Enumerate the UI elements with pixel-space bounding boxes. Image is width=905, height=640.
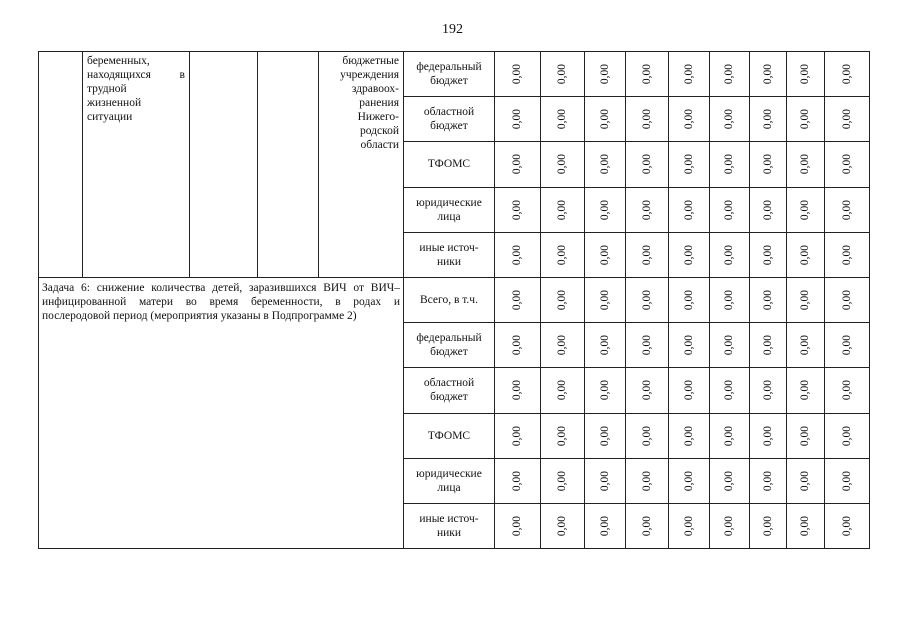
value-text: 0,00 <box>723 244 736 265</box>
value-text: 0,00 <box>723 470 736 491</box>
value-text: 0,00 <box>556 470 569 491</box>
value-cell <box>710 413 750 458</box>
value-cell <box>750 323 787 368</box>
empty-cell <box>190 52 258 278</box>
value-text: 0,00 <box>683 244 695 265</box>
value-cell <box>787 458 825 503</box>
value-cell <box>710 323 750 368</box>
value-cell <box>626 187 669 232</box>
funding-source: юридические лица <box>404 458 495 503</box>
value-cell <box>585 413 626 458</box>
value-cell <box>825 413 870 458</box>
value-cell <box>626 368 669 413</box>
value-cell <box>585 458 626 503</box>
value-text: 0,00 <box>762 199 774 220</box>
value-text: 0,00 <box>556 425 569 446</box>
empty-cell <box>258 52 319 278</box>
value-cell <box>787 187 825 232</box>
value-text: 0,00 <box>641 470 653 491</box>
value-text: 0,00 <box>511 289 524 311</box>
value-text: 0,00 <box>799 289 812 311</box>
value-cell <box>750 232 787 277</box>
value-cell <box>626 277 669 322</box>
executor-cell <box>319 52 404 278</box>
value-text: 0,00 <box>556 289 569 311</box>
value-text: 0,00 <box>556 64 569 85</box>
value-cell <box>825 142 870 187</box>
value-cell <box>495 187 541 232</box>
value-text: 0,00 <box>762 515 774 537</box>
value-cell <box>495 277 541 322</box>
value-cell <box>825 323 870 368</box>
value-text: 0,00 <box>683 289 695 311</box>
value-cell <box>750 97 787 142</box>
value-cell <box>626 413 669 458</box>
funding-source: Всего, в т.ч. <box>404 277 495 322</box>
value-text: 0,00 <box>511 64 524 85</box>
value-cell <box>710 458 750 503</box>
value-text: 0,00 <box>556 515 569 537</box>
value-text: 0,00 <box>762 154 774 175</box>
funding-source: ТФОМС <box>404 413 495 458</box>
value-text: 0,00 <box>683 335 695 356</box>
value-text: 0,00 <box>599 289 611 311</box>
table-row <box>39 52 870 97</box>
value-text: 0,00 <box>599 515 611 537</box>
value-cell <box>495 52 541 97</box>
value-text: 0,00 <box>841 64 853 85</box>
value-text: 0,00 <box>723 154 736 175</box>
measure-text-line: беременных, <box>87 55 150 67</box>
value-cell <box>710 187 750 232</box>
value-cell <box>541 232 585 277</box>
value-text: 0,00 <box>641 154 653 175</box>
value-text: 0,00 <box>762 289 774 311</box>
value-text: 0,00 <box>683 154 695 175</box>
value-cell <box>626 52 669 97</box>
funding-source: юридические лица <box>404 187 495 232</box>
funding-source: иные источ-ники <box>404 503 495 548</box>
value-text: 0,00 <box>556 244 569 265</box>
table-row <box>39 277 870 322</box>
value-text: 0,00 <box>799 109 812 130</box>
value-text: 0,00 <box>511 109 524 130</box>
value-text: 0,00 <box>841 289 853 311</box>
value-cell <box>585 97 626 142</box>
value-cell <box>710 368 750 413</box>
value-text: 0,00 <box>762 109 774 130</box>
value-cell <box>585 52 626 97</box>
value-text: 0,00 <box>841 515 853 537</box>
value-text: 0,00 <box>723 109 736 130</box>
value-cell <box>787 503 825 548</box>
value-cell <box>541 142 585 187</box>
measure-text-line: трудной <box>87 83 127 95</box>
value-text: 0,00 <box>599 244 611 265</box>
value-text: 0,00 <box>841 199 853 220</box>
value-text: 0,00 <box>641 244 653 265</box>
value-cell <box>669 413 710 458</box>
value-text: 0,00 <box>683 425 695 446</box>
measure-text-line: ситуации <box>87 111 133 123</box>
value-cell <box>495 232 541 277</box>
value-text: 0,00 <box>556 109 569 130</box>
value-text: 0,00 <box>723 515 736 537</box>
value-cell <box>825 503 870 548</box>
value-cell <box>750 52 787 97</box>
value-text: 0,00 <box>841 154 853 175</box>
value-text: 0,00 <box>511 154 524 175</box>
value-text: 0,00 <box>511 470 524 491</box>
value-text: 0,00 <box>683 64 695 85</box>
value-text: 0,00 <box>599 64 611 85</box>
value-text: 0,00 <box>799 425 812 446</box>
value-cell <box>541 458 585 503</box>
value-cell <box>750 413 787 458</box>
value-text: 0,00 <box>599 470 611 491</box>
funding-source: федеральный бюджет <box>404 323 495 368</box>
value-cell <box>669 232 710 277</box>
value-cell <box>495 97 541 142</box>
value-cell <box>669 503 710 548</box>
value-text: 0,00 <box>641 199 653 220</box>
value-text: 0,00 <box>599 425 611 446</box>
value-cell <box>787 52 825 97</box>
value-cell <box>585 142 626 187</box>
value-cell <box>495 503 541 548</box>
value-cell <box>825 368 870 413</box>
value-text: 0,00 <box>641 425 653 446</box>
value-cell <box>541 503 585 548</box>
value-cell <box>626 323 669 368</box>
value-cell <box>495 323 541 368</box>
value-text: 0,00 <box>511 515 524 537</box>
value-cell <box>626 503 669 548</box>
value-text: 0,00 <box>556 199 569 220</box>
value-cell <box>825 187 870 232</box>
value-text: 0,00 <box>762 380 774 401</box>
value-text: 0,00 <box>723 289 736 311</box>
value-cell <box>669 52 710 97</box>
value-text: 0,00 <box>641 380 653 401</box>
value-cell <box>626 97 669 142</box>
value-text: 0,00 <box>683 515 695 537</box>
value-cell <box>495 458 541 503</box>
executor-line: Нижего- <box>357 111 399 123</box>
value-cell <box>541 277 585 322</box>
value-cell <box>750 142 787 187</box>
value-text: 0,00 <box>683 109 695 130</box>
value-cell <box>669 368 710 413</box>
value-text: 0,00 <box>556 335 569 356</box>
value-cell <box>787 323 825 368</box>
value-cell <box>825 52 870 97</box>
value-cell <box>787 232 825 277</box>
value-cell <box>710 142 750 187</box>
value-text: 0,00 <box>599 199 611 220</box>
value-cell <box>825 458 870 503</box>
value-text: 0,00 <box>511 335 524 356</box>
value-text: 0,00 <box>723 380 736 401</box>
value-text: 0,00 <box>723 199 736 220</box>
value-text: 0,00 <box>762 64 774 85</box>
value-cell <box>541 413 585 458</box>
value-cell <box>626 142 669 187</box>
value-text: 0,00 <box>841 425 853 446</box>
value-text: 0,00 <box>641 335 653 356</box>
executor-line: учреждения <box>340 69 399 81</box>
value-cell <box>750 503 787 548</box>
executor-line: ранения <box>359 97 399 109</box>
value-text: 0,00 <box>641 109 653 130</box>
value-cell <box>750 458 787 503</box>
value-text: 0,00 <box>762 244 774 265</box>
value-text: 0,00 <box>799 515 812 537</box>
value-text: 0,00 <box>762 425 774 446</box>
value-cell <box>585 232 626 277</box>
funding-source: областной бюджет <box>404 97 495 142</box>
value-text: 0,00 <box>641 64 653 85</box>
value-text: 0,00 <box>841 244 853 265</box>
value-cell <box>710 52 750 97</box>
executor-line: здравоох- <box>351 83 399 95</box>
value-cell <box>585 323 626 368</box>
value-cell <box>825 97 870 142</box>
value-text: 0,00 <box>556 154 569 175</box>
value-cell <box>669 323 710 368</box>
value-cell <box>710 97 750 142</box>
value-cell <box>710 503 750 548</box>
value-cell <box>710 232 750 277</box>
value-cell <box>585 503 626 548</box>
measure-cell <box>83 52 190 278</box>
value-text: 0,00 <box>723 425 736 446</box>
measure-text-line: находящихся в <box>87 69 185 81</box>
value-cell <box>787 413 825 458</box>
value-text: 0,00 <box>799 380 812 401</box>
value-cell <box>669 277 710 322</box>
value-text: 0,00 <box>511 425 524 446</box>
value-cell <box>585 368 626 413</box>
funding-table <box>38 51 870 549</box>
value-cell <box>541 187 585 232</box>
value-cell <box>585 277 626 322</box>
funding-source: областной бюджет <box>404 368 495 413</box>
value-cell <box>669 97 710 142</box>
value-cell <box>585 187 626 232</box>
value-text: 0,00 <box>841 380 853 401</box>
funding-source: иные источ-ники <box>404 232 495 277</box>
value-cell <box>626 458 669 503</box>
executor-line: бюджетные <box>342 55 399 67</box>
page-number: 192 <box>442 22 463 37</box>
funding-source: ТФОМС <box>404 142 495 187</box>
value-cell <box>750 368 787 413</box>
value-text: 0,00 <box>683 470 695 491</box>
value-text: 0,00 <box>599 335 611 356</box>
value-text: 0,00 <box>683 199 695 220</box>
value-cell <box>825 232 870 277</box>
measure-text-line: жизненной <box>87 97 142 109</box>
value-text: 0,00 <box>599 109 611 130</box>
value-cell <box>669 187 710 232</box>
value-cell <box>495 368 541 413</box>
value-cell <box>541 52 585 97</box>
value-cell <box>787 368 825 413</box>
task-cell: Задача 6: снижение количества детей, заразившихся ВИЧ от ВИЧ–инфицированной матери во время беременности, в родах и послеродовой период (мероприятия указаны в Подпрограмме 2) <box>39 277 404 548</box>
value-text: 0,00 <box>511 244 524 265</box>
value-cell <box>541 368 585 413</box>
value-cell <box>495 142 541 187</box>
value-cell <box>787 277 825 322</box>
value-text: 0,00 <box>556 380 569 401</box>
value-cell <box>750 277 787 322</box>
value-text: 0,00 <box>641 515 653 537</box>
empty-cell <box>39 52 83 278</box>
executor-line: родской <box>359 125 399 137</box>
value-cell <box>825 277 870 322</box>
value-text: 0,00 <box>799 335 812 356</box>
value-text: 0,00 <box>841 335 853 356</box>
executor-line: области <box>360 139 399 151</box>
value-text: 0,00 <box>799 470 812 491</box>
value-cell <box>541 97 585 142</box>
value-cell <box>669 142 710 187</box>
value-cell <box>750 187 787 232</box>
value-text: 0,00 <box>723 335 736 356</box>
value-text: 0,00 <box>799 199 812 220</box>
value-cell <box>787 97 825 142</box>
value-text: 0,00 <box>683 380 695 401</box>
value-text: 0,00 <box>841 470 853 491</box>
value-cell <box>710 277 750 322</box>
value-text: 0,00 <box>799 64 812 85</box>
value-text: 0,00 <box>599 154 611 175</box>
value-text: 0,00 <box>841 109 853 130</box>
value-text: 0,00 <box>762 335 774 356</box>
value-text: 0,00 <box>762 470 774 491</box>
value-text: 0,00 <box>599 380 611 401</box>
value-text: 0,00 <box>799 154 812 175</box>
funding-source: федеральный бюджет <box>404 52 495 97</box>
value-cell <box>626 232 669 277</box>
value-text: 0,00 <box>799 244 812 265</box>
value-text: 0,00 <box>511 380 524 401</box>
value-text: 0,00 <box>641 289 653 311</box>
value-cell <box>541 323 585 368</box>
value-cell <box>495 413 541 458</box>
value-cell <box>669 458 710 503</box>
value-cell <box>787 142 825 187</box>
value-text: 0,00 <box>723 64 736 85</box>
value-text: 0,00 <box>511 199 524 220</box>
